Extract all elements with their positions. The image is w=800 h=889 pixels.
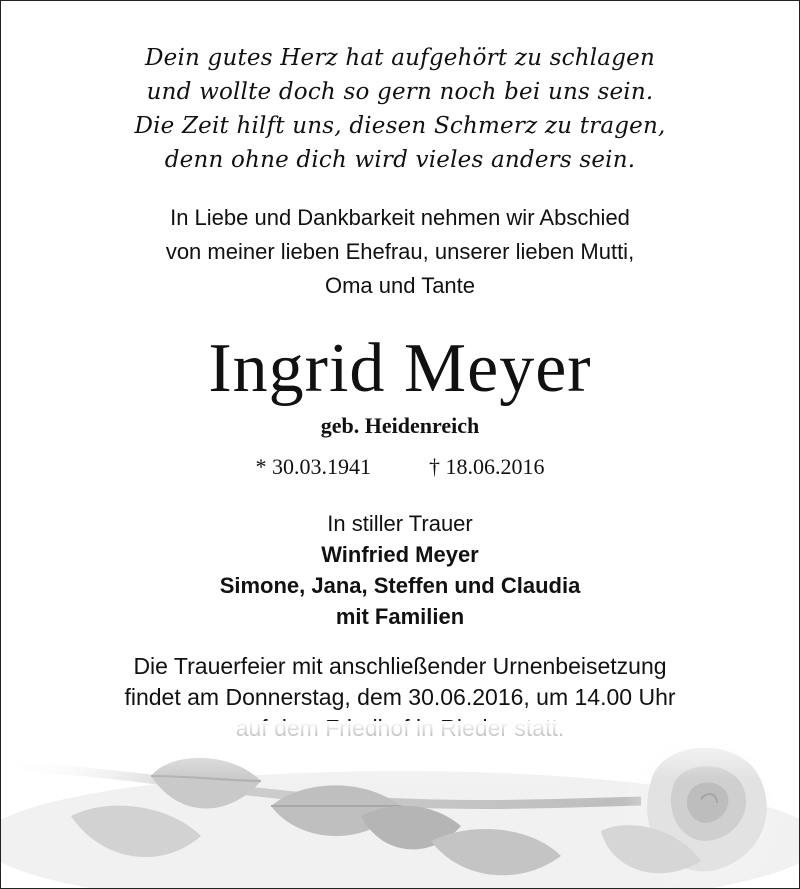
death-date: † 18.06.2016 bbox=[429, 454, 545, 479]
farewell-text bbox=[1, 201, 799, 303]
farewell-line: Oma und Tante bbox=[324, 273, 476, 298]
mourners bbox=[1, 508, 799, 632]
mourner-name: Winfried Meyer bbox=[321, 542, 479, 567]
farewell-line: von meiner lieben Ehefrau, unserer lieben Mutti, bbox=[165, 239, 635, 264]
mourner-name: mit Familien bbox=[335, 604, 465, 629]
maiden-name: geb. Heidenreich bbox=[320, 413, 480, 438]
life-dates bbox=[1, 452, 799, 482]
service-line: findet am Donnerstag, dem 30.06.2016, um 14.00 Uhr bbox=[124, 684, 676, 710]
mourner-name: Simone, Jana, Steffen und Claudia bbox=[219, 573, 581, 598]
poem-line: und wollte doch so gern noch bei uns sein. bbox=[146, 79, 654, 105]
birth-date: * 30.03.1941 bbox=[255, 454, 371, 479]
service-line: Die Trauerfeier mit anschließender Urnenbeisetzung bbox=[133, 653, 667, 679]
rose-illustration-icon bbox=[1, 721, 799, 888]
farewell-line: In Liebe und Dankbarkeit nehmen wir Abschied bbox=[170, 205, 630, 230]
deceased-name: Ingrid Meyer bbox=[208, 330, 592, 407]
poem bbox=[1, 41, 799, 177]
poem-line: Die Zeit hilft uns, diesen Schmerz zu tragen, bbox=[134, 113, 666, 139]
poem-line: Dein gutes Herz hat aufgehört zu schlagen bbox=[145, 45, 655, 71]
mourners-intro: In stiller Trauer bbox=[327, 511, 473, 536]
poem-line: denn ohne dich wird vieles anders sein. bbox=[164, 147, 636, 173]
